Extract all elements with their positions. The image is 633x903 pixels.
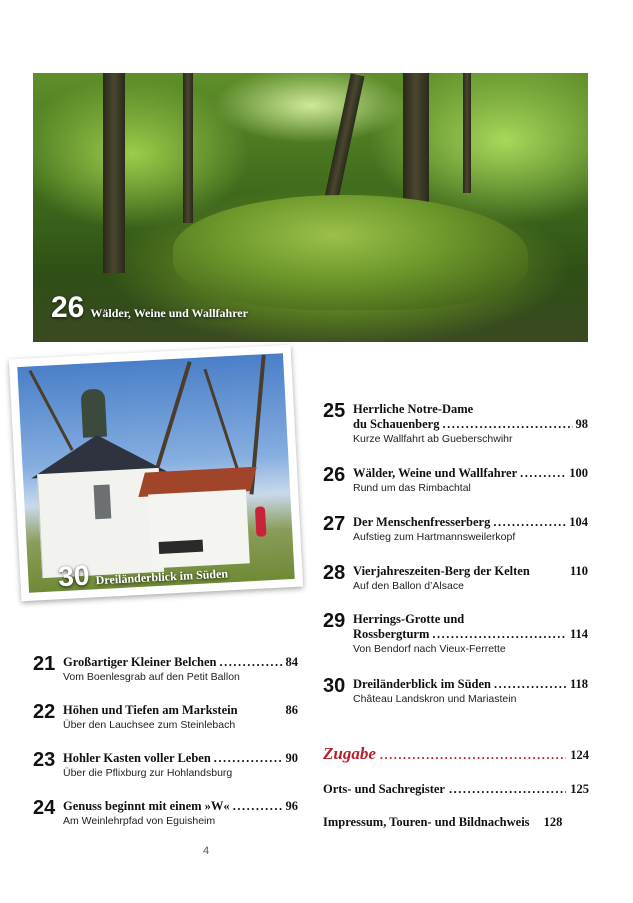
extra-page: 128: [543, 815, 563, 829]
hero-caption: [51, 291, 248, 325]
entry-number: 23: [33, 749, 56, 771]
entry-title: Höhen und Tiefen am Markstein: [63, 703, 238, 717]
entry-title-line1: Herrliche Notre-Dame: [353, 402, 474, 416]
entry-title: Wälder, Weine und Wallfahrer: [353, 466, 518, 480]
entry-number: 26: [323, 464, 346, 486]
toc-entry-25[interactable]: [323, 402, 588, 446]
entry-subtitle: Auf den Ballon d’Alsace: [353, 580, 464, 592]
entry-page: 96: [285, 799, 298, 813]
chapel-photo: [17, 353, 294, 593]
extra-title: Orts- und Sachregister: [323, 782, 445, 796]
toc-entry-26[interactable]: [323, 466, 588, 495]
entry-subtitle: Kurze Wallfahrt ab Gueberschwihr: [353, 433, 513, 445]
chapel-photo-frame: [9, 345, 303, 601]
entry-page: 104: [569, 515, 588, 529]
chapel-caption-number: 30: [57, 559, 91, 593]
entry-page: 100: [569, 466, 588, 480]
entry-subtitle: Am Weinlehrpfad von Eguisheim: [63, 815, 216, 827]
toc-entry-21[interactable]: [33, 655, 298, 684]
entry-page: 98: [575, 417, 588, 431]
entry-title: Vierjahreszeiten-Berg der Kelten: [353, 564, 530, 578]
entry-title: Hohler Kasten voller Leben: [63, 751, 211, 765]
entry-title: Dreiländerblick im Süden: [353, 677, 491, 691]
entry-number: 21: [33, 653, 56, 675]
entry-number: 27: [323, 513, 346, 535]
toc-entry-28[interactable]: [323, 564, 588, 593]
chapel-caption-text: Dreiländerblick im Süden: [95, 566, 229, 588]
entry-number: 24: [33, 797, 56, 819]
toc-entry-27[interactable]: [323, 515, 588, 544]
toc-entry-24[interactable]: [33, 799, 298, 828]
hero-caption-number: 26: [51, 291, 85, 324]
entry-page: 114: [569, 627, 588, 641]
entry-title-line1: Herrings-Grotte und: [353, 612, 465, 626]
entry-title: du Schauenberg: [353, 417, 440, 431]
entry-subtitle: Über den Lauchsee zum Steinlebach: [63, 719, 236, 731]
entry-title: Großartiger Kleiner Belchen: [63, 655, 217, 669]
hero-caption-text: Wälder, Weine und Wallfahrer: [90, 306, 248, 320]
entry-title: Genuss beginnt mit einem »W«: [63, 799, 230, 813]
entry-subtitle: Rund um das Rimbachtal: [353, 482, 471, 494]
entry-page: 84: [285, 655, 298, 669]
page-number: 4: [202, 845, 210, 857]
toc-extra-zugabe[interactable]: [323, 744, 589, 764]
entry-title: Rossbergturm: [353, 627, 430, 641]
toc-entry-30[interactable]: [323, 677, 588, 706]
entry-page: 90: [285, 751, 298, 765]
entry-subtitle: Über die Pflixburg zur Hohlandsburg: [63, 767, 233, 779]
entry-page: 86: [285, 703, 298, 717]
entry-number: 29: [323, 610, 346, 632]
extra-page: 124: [570, 748, 589, 762]
entry-number: 28: [323, 562, 346, 584]
extra-title: Impressum, Touren- und Bildnachweis: [323, 815, 530, 829]
entry-number: 22: [33, 701, 56, 723]
entry-number: 25: [323, 400, 346, 422]
toc-entry-22[interactable]: [33, 703, 298, 732]
toc-extra-impressum[interactable]: [323, 815, 589, 830]
extra-title: Zugabe: [323, 744, 376, 763]
forest-photo: [33, 73, 588, 342]
entry-page: 110: [569, 564, 588, 578]
toc-extra-register[interactable]: [323, 782, 589, 797]
entry-page: 118: [569, 677, 588, 691]
entry-subtitle: Château Landskron und Mariastein: [353, 693, 517, 705]
entry-number: 30: [323, 675, 346, 697]
entry-subtitle: Aufstieg zum Hartmannsweilerkopf: [353, 531, 516, 543]
entry-title: Der Menschenfresserberg: [353, 515, 491, 529]
entry-subtitle: Von Bendorf nach Vieux-Ferrette: [353, 643, 506, 655]
extra-page: 125: [570, 782, 589, 796]
toc-entry-23[interactable]: [33, 751, 298, 780]
entry-subtitle: Vom Boenlesgrab auf den Petit Ballon: [63, 671, 240, 683]
toc-entry-29[interactable]: [323, 612, 588, 656]
